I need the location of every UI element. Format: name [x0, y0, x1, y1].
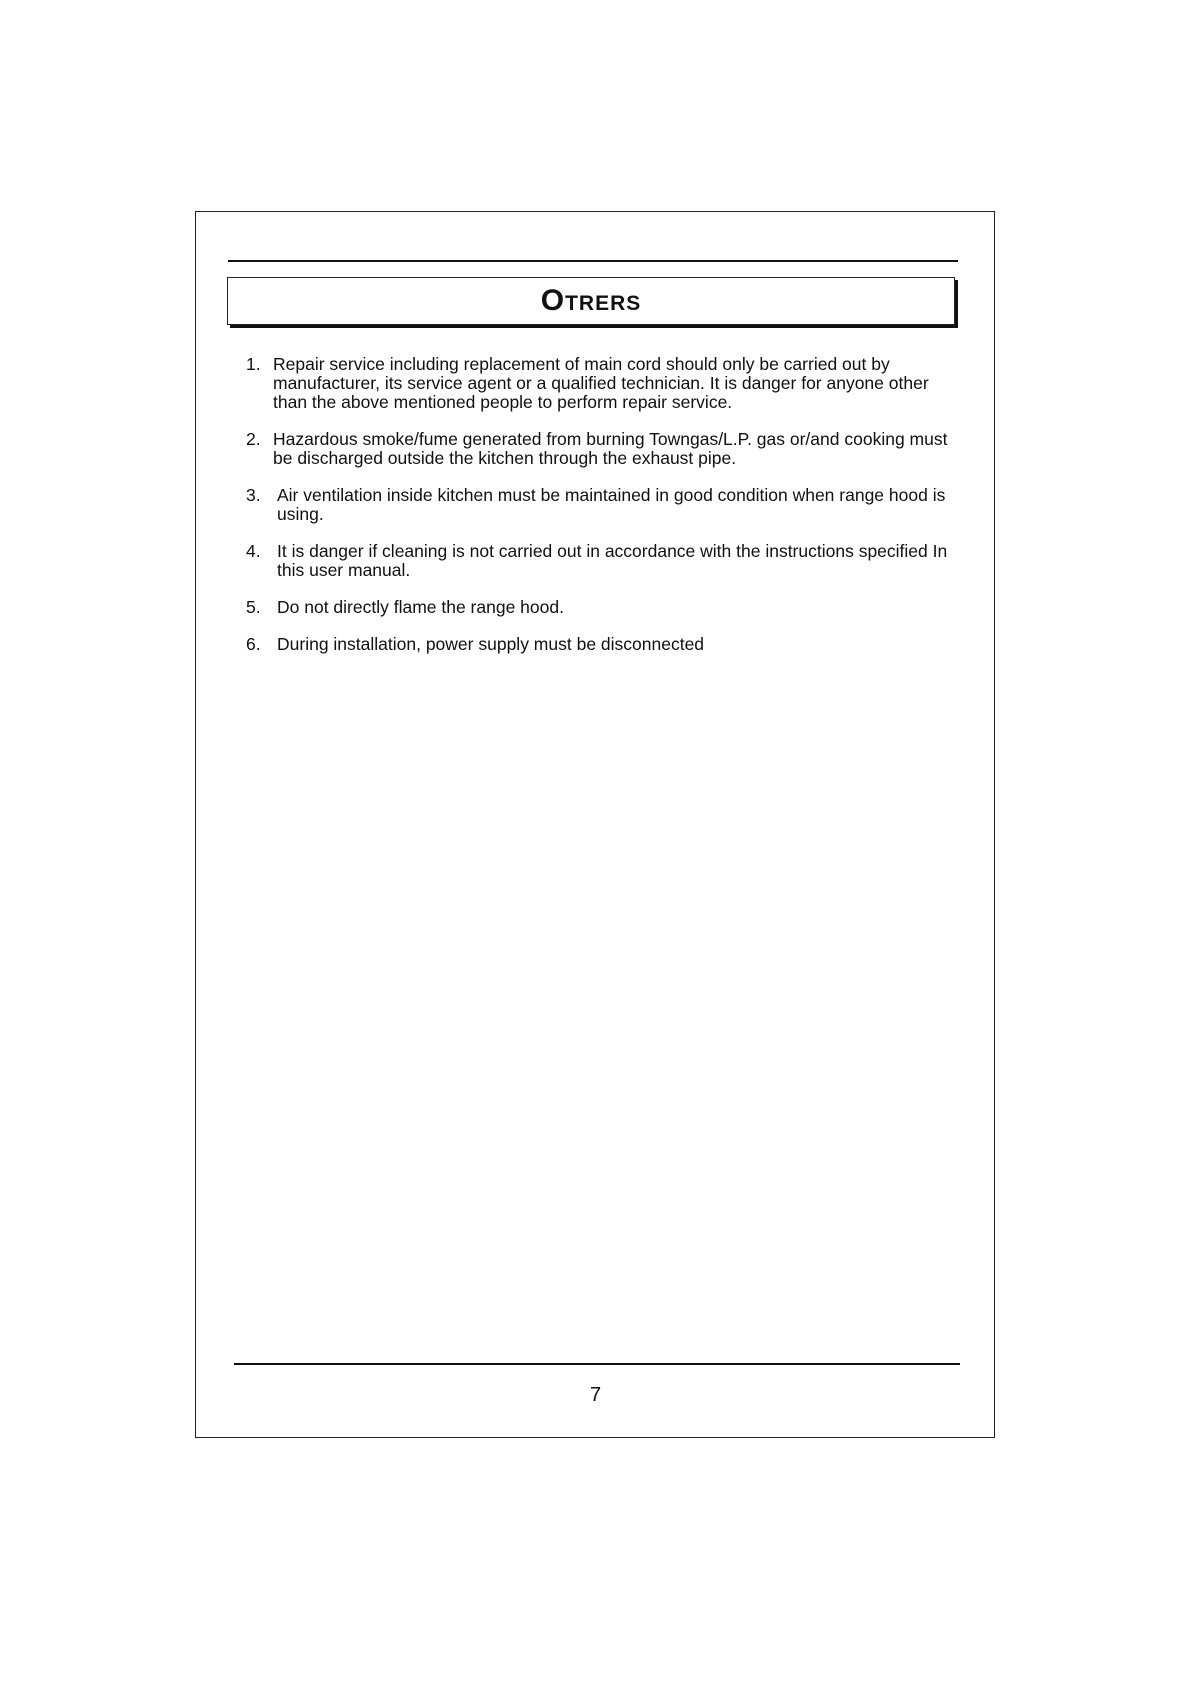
item-text: Hazardous smoke/fume generated from burning Towngas/L.P. gas or/and cooking must be discharged outside the kitchen through the exhaust pipe.: [273, 429, 948, 468]
header-divider: [228, 260, 958, 262]
item-text: It is danger if cleaning is not carried out in accordance with the instructions specified In this user manual.: [277, 541, 948, 580]
list-item: [246, 355, 961, 412]
page-number: 7: [589, 1384, 602, 1406]
item-number: 1.: [246, 354, 261, 374]
item-number: 6.: [246, 634, 261, 654]
page-title: Otrers: [540, 284, 642, 317]
item-number: 5.: [246, 597, 261, 617]
item-text: Do not directly flame the range hood.: [277, 597, 564, 617]
item-text: Repair service including replacement of main cord should only be carried out by manufacturer, its service agent or a qualified technician. It is danger for anyone other than the above mentioned people to perform repair service.: [273, 354, 929, 412]
item-number: 3.: [246, 485, 261, 505]
item-number: 2.: [246, 429, 261, 449]
footer-divider: [234, 1363, 960, 1365]
list-item: [246, 430, 961, 468]
item-text: During installation, power supply must be disconnected: [277, 634, 705, 654]
item-text: Air ventilation inside kitchen must be maintained in good condition when range hood is using.: [277, 485, 946, 524]
list-item: [246, 486, 961, 524]
section-title-box: [227, 277, 955, 325]
list-item: [246, 542, 961, 580]
item-number: 4.: [246, 541, 261, 561]
list-item: [246, 635, 961, 654]
list-item: [246, 598, 961, 617]
instruction-list: [246, 355, 961, 672]
